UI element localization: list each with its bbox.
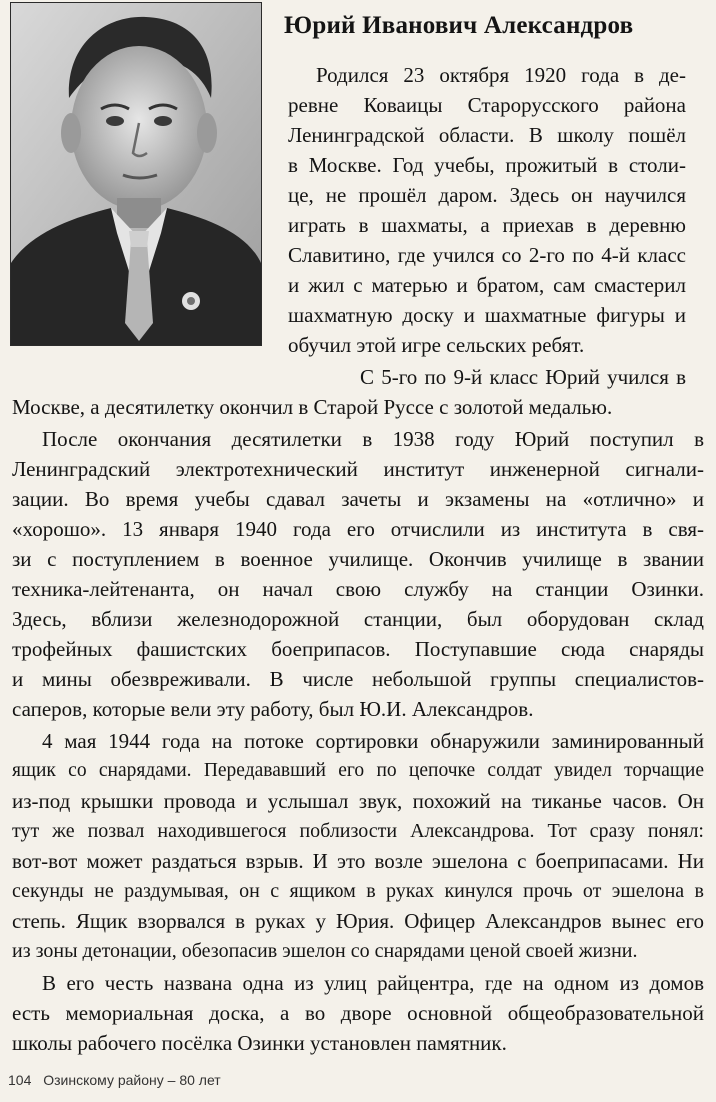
text-line: «хорошо». 13 января 1940 года его отчислили из института в свя- <box>12 517 704 541</box>
text-line: Славитино, где учился со 2-го по 4-й класс <box>288 243 686 267</box>
text-line: и жил с матерью и братом, сам смастерил <box>288 273 686 297</box>
text-line: зи с поступлением в военное училище. Окончив училище в звании <box>12 547 704 571</box>
text-line: секунды не раздумывая, он с ящиком в руках кинулся прочь от эшелона в <box>12 880 704 902</box>
page-footer <box>8 1072 221 1088</box>
text-line: играть в шахматы, а приехав в деревню <box>288 213 686 237</box>
text-line: Ленинградский электротехнический институт инженерной сигнали- <box>12 457 704 481</box>
text-line: Москве, а десятилетку окончил в Старой Руссе с золотой медалью. <box>12 395 613 419</box>
text-line: в Москве. Год учебы, прожитый в столи- <box>288 153 686 177</box>
text-line: це, не прошёл даром. Здесь он научился <box>288 183 686 207</box>
text-line: саперов, которые вели эту работу, был Ю.И. Александров. <box>12 697 534 721</box>
article-heading: Юрий Иванович Александров <box>284 12 634 39</box>
text-line: ящик со снарядами. Передававший его по цепочке солдат увидел торчащие <box>12 760 704 781</box>
text-line: школы рабочего посёлка Озинки установлен памятник. <box>12 1031 507 1055</box>
text-line: трофейных фашистских боеприпасов. Поступавшие сюда снаряды <box>12 637 704 661</box>
text-line: из зоны детонации, обезопасив эшелон со снарядами ценой своей жизни. <box>12 940 638 962</box>
text-line: ревне Коваицы Старорусского района <box>288 93 686 117</box>
text-line: тут же позвал находившегося поблизости Александрова. Тот сразу понял: <box>12 820 704 842</box>
text-line: 4 мая 1944 года на потоке сортировки обнаружили заминированный <box>42 729 704 753</box>
page-number: 104 <box>8 1072 32 1088</box>
text-line: обучил этой игре сельских ребят. <box>288 333 585 357</box>
text-line: В его честь названа одна из улиц райцентра, где на одном из домов <box>42 971 704 995</box>
text-line: Родился 23 октября 1920 года в де- <box>316 63 686 87</box>
text-line: Здесь, вблизи железнодорожной станции, был оборудован склад <box>12 607 704 631</box>
text-line: и мины обезвреживали. В числе небольшой группы специалистов- <box>12 667 704 691</box>
text-line: После окончания десятилетки в 1938 году Юрий поступил в <box>42 427 704 451</box>
text-line: зации. Во время учебы сдавал зачеты и экзамены на «отлично» и <box>12 487 704 511</box>
text-line: шахматную доску и шахматные фигуры и <box>288 303 686 327</box>
text-line: техника-лейтенанта, он начал свою службу на станции Озинки. <box>12 577 704 601</box>
text-line: из-под крышки провода и услышал звук, похожий на тиканье часов. Он <box>12 789 704 813</box>
text-line: Ленинградской области. В школу пошёл <box>288 123 686 147</box>
portrait-photo <box>10 2 262 346</box>
running-title: Озинскому району – 80 лет <box>43 1072 221 1088</box>
text-line: С 5-го по 9-й класс Юрий учился в <box>360 365 686 389</box>
text-line: есть мемориальная доска, а во дворе основной общеобразовательной <box>12 1001 704 1025</box>
text-line: степь. Ящик взорвался в руках у Юрия. Офицер Александров вынес его <box>12 909 704 933</box>
text-line: вот-вот может раздаться взрыв. И это возле эшелона с боеприпасами. Ни <box>12 849 704 873</box>
